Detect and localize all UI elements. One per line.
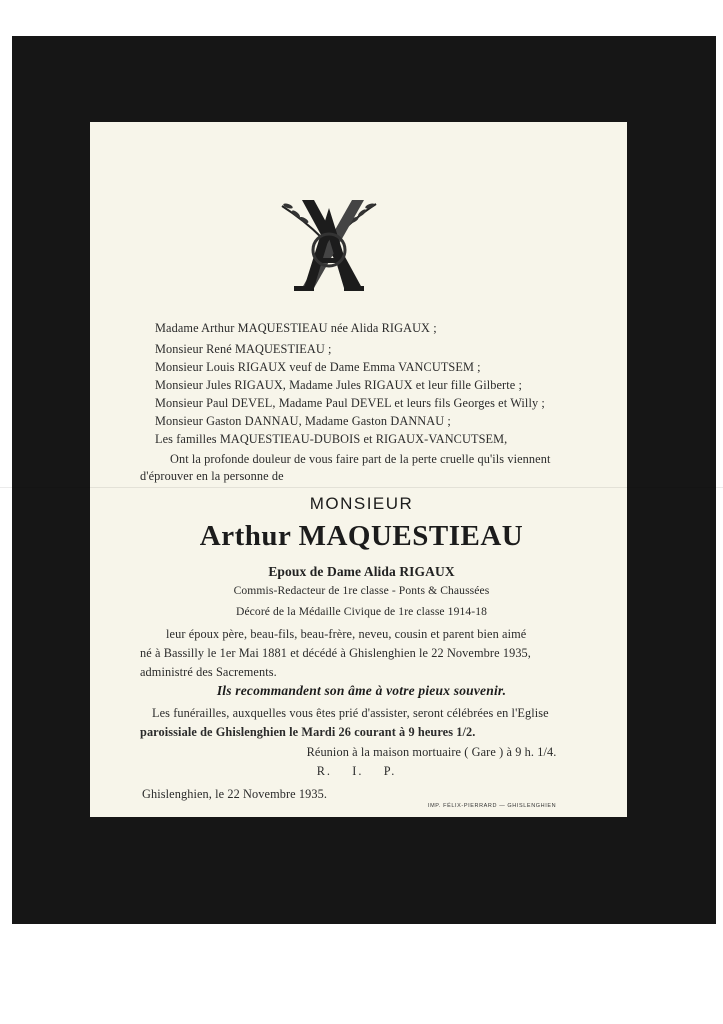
reunion-line: Réunion à la maison mortuaire ( Gare ) à 9 h. 1/4. xyxy=(306,745,557,759)
deceased-name: Arthur MAQUESTIEAU xyxy=(199,520,524,552)
relation-line: né à Bassilly le 1er Mai 1881 et décédé à Ghislenghien le 22 Novembre 1935, xyxy=(140,646,531,660)
family-line: Monsieur Paul DEVEL, Madame Paul DEVEL et leurs fils Georges et Willy ; xyxy=(155,396,545,410)
intro-line: d'éprouver en la personne de xyxy=(140,469,284,483)
funeral-line: paroissiale de Ghislenghien le Mardi 26 courant à 9 heures 1/2. xyxy=(140,725,476,739)
family-line: Madame Arthur MAQUESTIEAU née Alida RIGAUX ; xyxy=(155,321,437,335)
paper-fold xyxy=(0,487,723,488)
prayer-line: Ils recommandent son âme à votre pieux souvenir. xyxy=(216,683,507,698)
family-line: Monsieur Jules RIGAUX, Madame Jules RIGAUX et leur fille Gilberte ; xyxy=(155,378,522,392)
printer-imprint: IMP. FÉLIX-PIERRARD — GHISLENGHIEN xyxy=(428,803,557,809)
decoration-line: Décoré de la Médaille Civique de 1re classe 1914-18 xyxy=(235,605,488,618)
spouse-line: Epoux de Dame Alida RIGAUX xyxy=(268,564,455,579)
family-line: Les familles MAQUESTIEAU-DUBOIS et RIGAUX-VANCUTSEM, xyxy=(155,432,508,446)
funeral-line: Les funérailles, auxquelles vous êtes prié d'assister, seront célébrées en l'Eglise xyxy=(152,706,549,720)
family-line: Monsieur Louis RIGAUX veuf de Dame Emma VANCUTSEM ; xyxy=(155,360,481,374)
rip-line: R. I. P. xyxy=(316,764,397,778)
relation-line: administré des Sacrements. xyxy=(140,665,277,679)
family-line: Monsieur René MAQUESTIEAU ; xyxy=(155,342,332,356)
position-line: Commis-Redacteur de 1re classe - Ponts & Chaussées xyxy=(233,584,490,597)
family-line: Monsieur Gaston DANNAU, Madame Gaston DANNAU ; xyxy=(155,414,451,428)
place-date: Ghislenghien, le 22 Novembre 1935. xyxy=(142,787,328,801)
relation-line: leur époux père, beau-fils, beau-frère, neveu, cousin et parent bien aimé xyxy=(166,627,527,641)
monogram-emblem-icon xyxy=(274,194,384,294)
title-monsieur: MONSIEUR xyxy=(309,494,414,513)
intro-line: Ont la profonde douleur de vous faire part de la perte cruelle qu'ils viennent xyxy=(170,452,551,466)
